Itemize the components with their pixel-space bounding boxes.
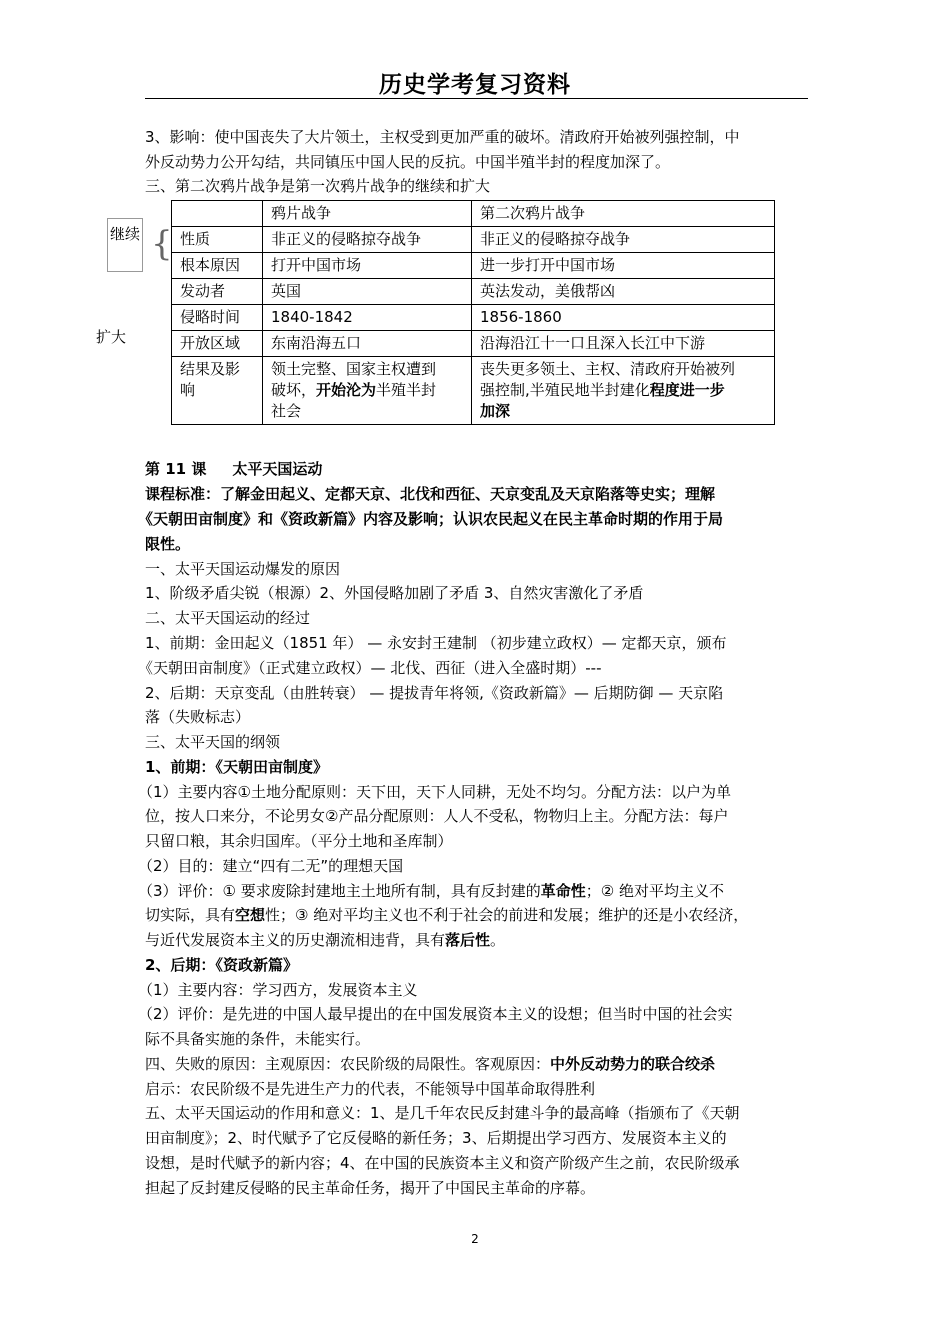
cell-line: 加深 <box>480 402 511 420</box>
table-cell: 东南沿海五口 <box>263 331 472 357</box>
section-heading: 一、太平天国运动爆发的原因 <box>145 560 341 578</box>
table-row <box>172 253 775 279</box>
table-cell: 1856-1860 <box>472 305 775 331</box>
subsection-emphasis: 《资政新篇》 <box>215 956 298 974</box>
lesson-title <box>145 459 322 479</box>
row-label: 根本原因 <box>172 253 263 279</box>
paragraph-line: （2）目的：建立“四有二无”的理想天国 <box>138 857 404 875</box>
text-run: 切实际，具有 <box>145 906 236 924</box>
paragraph-line: 3、影响：使中国丧失了大片领土，主权受到更加严重的破坏。清政府开始被列强控制，中 <box>145 128 740 146</box>
cell-text: 强控制,半殖民地半封建化 <box>480 381 650 399</box>
subsection-heading <box>145 757 328 777</box>
row-label: 发动者 <box>172 279 263 305</box>
paragraph-line: 设想，是时代赋予的新内容；4、在中国的民族资本主义和资产阶级产生之前，农民阶级承 <box>145 1154 740 1172</box>
header-divider <box>145 98 808 99</box>
table-cell: 非正义的侵略掠夺战争 <box>472 227 775 253</box>
emphasis: 中外反动势力的联合绞杀 <box>550 1055 716 1073</box>
comparison-table <box>171 200 775 425</box>
paragraph-line: 外反动势力公开勾结，共同镇压中国人民的反抗。中国半殖半封的程度加深了。 <box>145 153 671 171</box>
cell-line <box>271 380 463 401</box>
table-header-row <box>172 201 775 227</box>
table-cell: 1840-1842 <box>263 305 472 331</box>
paragraph-line: 位，按人口来分，不论男女②产品分配原则：人人不受私，物物归上主。分配方法：每户 <box>145 807 729 825</box>
cell-emphasis: 开始沦为 <box>316 381 377 399</box>
section-heading <box>145 1054 715 1074</box>
table-cell: 进一步打开中国市场 <box>472 253 775 279</box>
paragraph-line: 田亩制度》；2、时代赋予了它反侵略的新任务；3、后期提出学习西方、发展资本主义的 <box>145 1129 727 1147</box>
text-run: 与近代发展资本主义的历史潮流相违背，具有 <box>145 931 446 949</box>
cell-text: 破坏， <box>271 381 317 399</box>
emphasis: 落后性 <box>445 931 491 949</box>
text-run: ；② 绝对平均主义不 <box>585 882 724 900</box>
paragraph-line: 担起了反封建反侵略的民主革命任务，揭开了中国民主革命的序幕。 <box>145 1179 596 1197</box>
text-run: （3）评价：① 要求废除封建地主土地所有制，具有反封建的 <box>138 882 541 900</box>
table-row <box>172 331 775 357</box>
table-row <box>172 305 775 331</box>
continue-label-box: 继续 <box>107 218 143 272</box>
table-cell: 打开中国市场 <box>263 253 472 279</box>
paragraph-line: 1、阶级矛盾尖锐（根源）2、外国侵略加剧了矛盾 3、自然灾害激化了矛盾 <box>145 584 644 602</box>
row-label: 开放区域 <box>172 331 263 357</box>
table-cell <box>472 357 775 425</box>
subsection-heading <box>145 955 298 975</box>
cell-emphasis: 程度进一步 <box>649 381 725 399</box>
subsection-label: 2、后期： <box>145 956 216 974</box>
paragraph-line: （2）评价：是先进的中国人最早提出的在中国发展资本主义的设想；但当时中国的社会实 <box>138 1005 733 1023</box>
curriculum-standard-line: 课程标准：了解金田起义、定都天京、北伐和西征、天京变乱及天京陷落等史实；理解 <box>145 485 716 503</box>
brace-icon: { <box>151 224 173 264</box>
table-row <box>172 227 775 253</box>
subsection-label: 1、前期： <box>145 758 216 776</box>
subsection-emphasis: 《天朝田亩制度》 <box>215 758 328 776</box>
lesson-name: 太平天国运动 <box>232 460 323 478</box>
cell-line: 丧失更多领土、主权、清政府开始被列 <box>480 360 736 378</box>
table-header-cell: 第二次鸦片战争 <box>472 201 775 227</box>
table-cell <box>263 357 472 425</box>
text-run: 。 <box>490 931 506 949</box>
table-row <box>172 279 775 305</box>
paragraph-line: 落（失败标志） <box>145 708 251 726</box>
section-heading: 三、太平天国的纲领 <box>145 733 281 751</box>
text-run: 四、失败的原因：主观原因：农民阶级的局限性。客观原因： <box>145 1055 551 1073</box>
emphasis: 革命性 <box>540 882 586 900</box>
table-cell: 沿海沿江十一口且深入长江中下游 <box>472 331 775 357</box>
paragraph-line <box>145 905 748 925</box>
paragraph-line: 启示：农民阶级不是先进生产力的代表，不能领导中国革命取得胜利 <box>145 1080 596 1098</box>
page-number: 2 <box>471 1232 479 1246</box>
cell-line: 领土完整、国家主权遭到 <box>271 360 437 378</box>
cell-line <box>480 380 766 401</box>
paragraph-line: 2、后期：天京变乱（由胜转衰） — 提拔青年将领,《资政新篇》— 后期防御 — 天京陷 <box>145 684 724 702</box>
paragraph-line: （1）主要内容：学习西方，发展资本主义 <box>138 981 418 999</box>
table-cell: 英法发动，美俄帮凶 <box>472 279 775 305</box>
table-row-result <box>172 357 775 425</box>
paragraph-line: 际不具备实施的条件，未能实行。 <box>145 1030 371 1048</box>
cell-line: 社会 <box>271 402 302 420</box>
text-run: 性；③ 绝对平均主义也不利于社会的前进和发展；维护的还是小农经济， <box>265 906 749 924</box>
table-cell: 英国 <box>263 279 472 305</box>
page-header-title: 历史学考复习资料 <box>379 72 571 98</box>
paragraph-line <box>145 930 505 950</box>
row-label-line: 结果及影 <box>180 360 241 378</box>
section-heading: 二、太平天国运动的经过 <box>145 609 311 627</box>
table-header-cell: 鸦片战争 <box>263 201 472 227</box>
paragraph-line: 《天朝田亩制度》（正式建立政权）— 北伐、西征（进入全盛时期）--- <box>138 659 602 677</box>
paragraph-line: 1、前期：金田起义（1851 年） — 永安封王建制 （初步建立政权）— 定都天京，颁布 <box>145 634 727 652</box>
paragraph-line: 只留口粮，其余归国库。（平分土地和圣库制） <box>145 832 453 850</box>
section-heading: 三、第二次鸦片战争是第一次鸦片战争的继续和扩大 <box>145 177 491 195</box>
row-label: 性质 <box>172 227 263 253</box>
curriculum-standard-line: 《天朝田亩制度》和《资政新篇》内容及影响；认识农民起义在民主革命时期的作用于局 <box>138 510 724 528</box>
curriculum-standard-line: 限性。 <box>145 535 191 553</box>
lesson-number: 第 11 课 <box>145 460 207 478</box>
row-label <box>172 357 263 425</box>
paragraph-line <box>138 881 724 901</box>
cell-text: 半殖半封 <box>376 381 437 399</box>
table-cell: 非正义的侵略掠夺战争 <box>263 227 472 253</box>
paragraph-line: 五、太平天国运动的作用和意义：1、是几千年农民反封建斗争的最高峰（指颁布了《天朝 <box>145 1104 740 1122</box>
table-header-cell <box>172 201 263 227</box>
row-label-line: 响 <box>180 381 196 399</box>
emphasis: 空想 <box>235 906 266 924</box>
expand-label: 扩大 <box>96 328 127 346</box>
paragraph-line: （1）主要内容①土地分配原则：天下田，天下人同耕，无处不均匀。分配方法：以户为单 <box>138 783 731 801</box>
row-label: 侵略时间 <box>172 305 263 331</box>
